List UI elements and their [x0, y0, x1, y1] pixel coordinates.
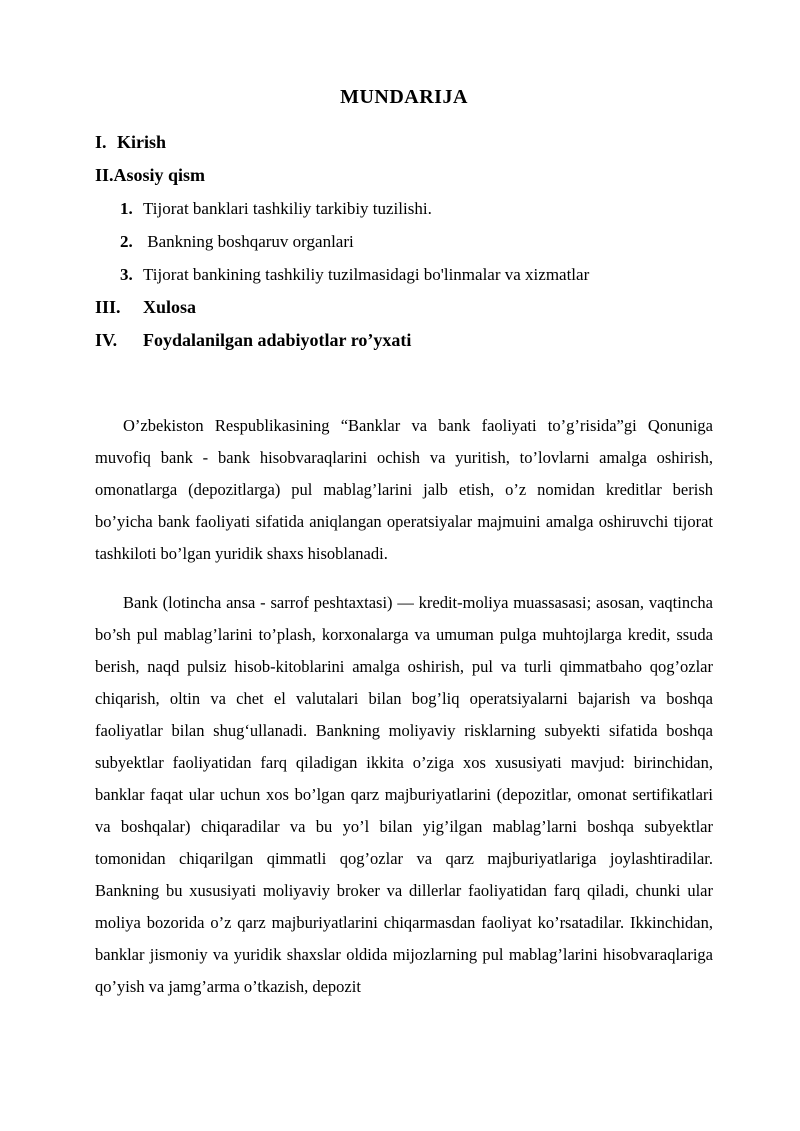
toc-item-label: Xulosa — [143, 297, 197, 317]
table-of-contents — [95, 126, 713, 357]
toc-item-marker: III. — [95, 297, 121, 317]
toc-item-label: Foydalanilgan adabiyotlar ro’yxati — [143, 330, 412, 350]
document-body — [95, 410, 713, 1003]
paragraph-intro: O’zbekiston Respublikasining “Banklar va bank faoliyati to’g’risida”gi Qonuniga muvofiq bank - bank hisobvaraqlarini ochish va yuritish, to’lovlarni amalga oshirish, omonatlarga (depozitlarga) pul mablag’larini jalb etish, o’z nomidan kreditlar berish bo’yicha bank faoliyati sifatida aniqlangan operatsiyalar majmuini amalga oshiruvchi tijorat tashkiloti bo’lgan yuridik shaxs hisoblanadi. — [95, 416, 713, 563]
toc-item-marker: 3. — [120, 265, 133, 284]
toc-item-marker: II. — [95, 165, 114, 185]
toc-item — [95, 225, 713, 258]
toc-item-label: Asosiy qism — [113, 165, 206, 185]
toc-item-label: Bankning boshqaruv organlari — [143, 232, 354, 251]
toc-item — [95, 258, 713, 291]
toc-item — [95, 291, 713, 324]
toc-item-label: Kirish — [117, 132, 167, 152]
toc-item-label: Tijorat banklari tashkiliy tarkibiy tuzilishi. — [143, 199, 432, 218]
toc-item-marker: I. — [95, 132, 107, 152]
toc-item — [95, 192, 713, 225]
toc-item — [95, 159, 713, 192]
toc-item-marker: 1. — [120, 199, 133, 218]
document-title: MUNDARIJA — [340, 86, 468, 108]
toc-item-label: Tijorat bankining tashkiliy tuzilmasidagi bo'linmalar va xizmatlar — [143, 265, 590, 284]
paragraph-bank-definition: Bank (lotincha ansa - sarrof peshtaxtasi) — kredit-moliya muassasasi; asosan, vaqtincha bo’sh pul mablag’larini to’plash, korxonalarga va umuman pulga muhtojlarga kredit, ssuda berish, naqd pulsiz hisob-kitoblarini amalga oshirish, pul va turli qimmatbaho qog’ozlar chiqarish, oltin va chet el valutalari bilan bog’liq operatsiyalarni bajarish va boshqa faoliyatlar bilan shug‘ullanadi. Bankning moliyaviy risklarning subyekti sifatida boshqa subyektlar faoliyatidan farq qiladigan ikkita o’ziga xos xususiyati mavjud: birinchidan, banklar faqat ular uchun xos bo’lgan qarz majburiyatlarini (depozitlar, omonat sertifikatlari va boshqalar) chiqaradilar va bu yo’l bilan yig’ilgan mablag’larni boshqa subyektlar tomonidan chiqarilgan qimmatli qog’ozlar va qarz majburiyatlariga joylashtiradilar. Bankning bu xususiyati moliyaviy broker va dillerlar faoliyatidan farq qiladi, chunki ular moliya bozorida o’z qarz majburiyatlarini chiqarmasdan faoliyat ko’rsatadilar. Ikkinchidan, banklar jismoniy va yuridik shaxslar oldida mijozlarning pul mablag’larini hisobvaraqlariga qo’yish va jamg’arma o’tkazish, depozit — [95, 593, 713, 996]
toc-item-marker: 2. — [120, 232, 133, 251]
toc-item-marker: IV. — [95, 330, 118, 350]
toc-item — [95, 126, 713, 159]
toc-item — [95, 324, 713, 357]
